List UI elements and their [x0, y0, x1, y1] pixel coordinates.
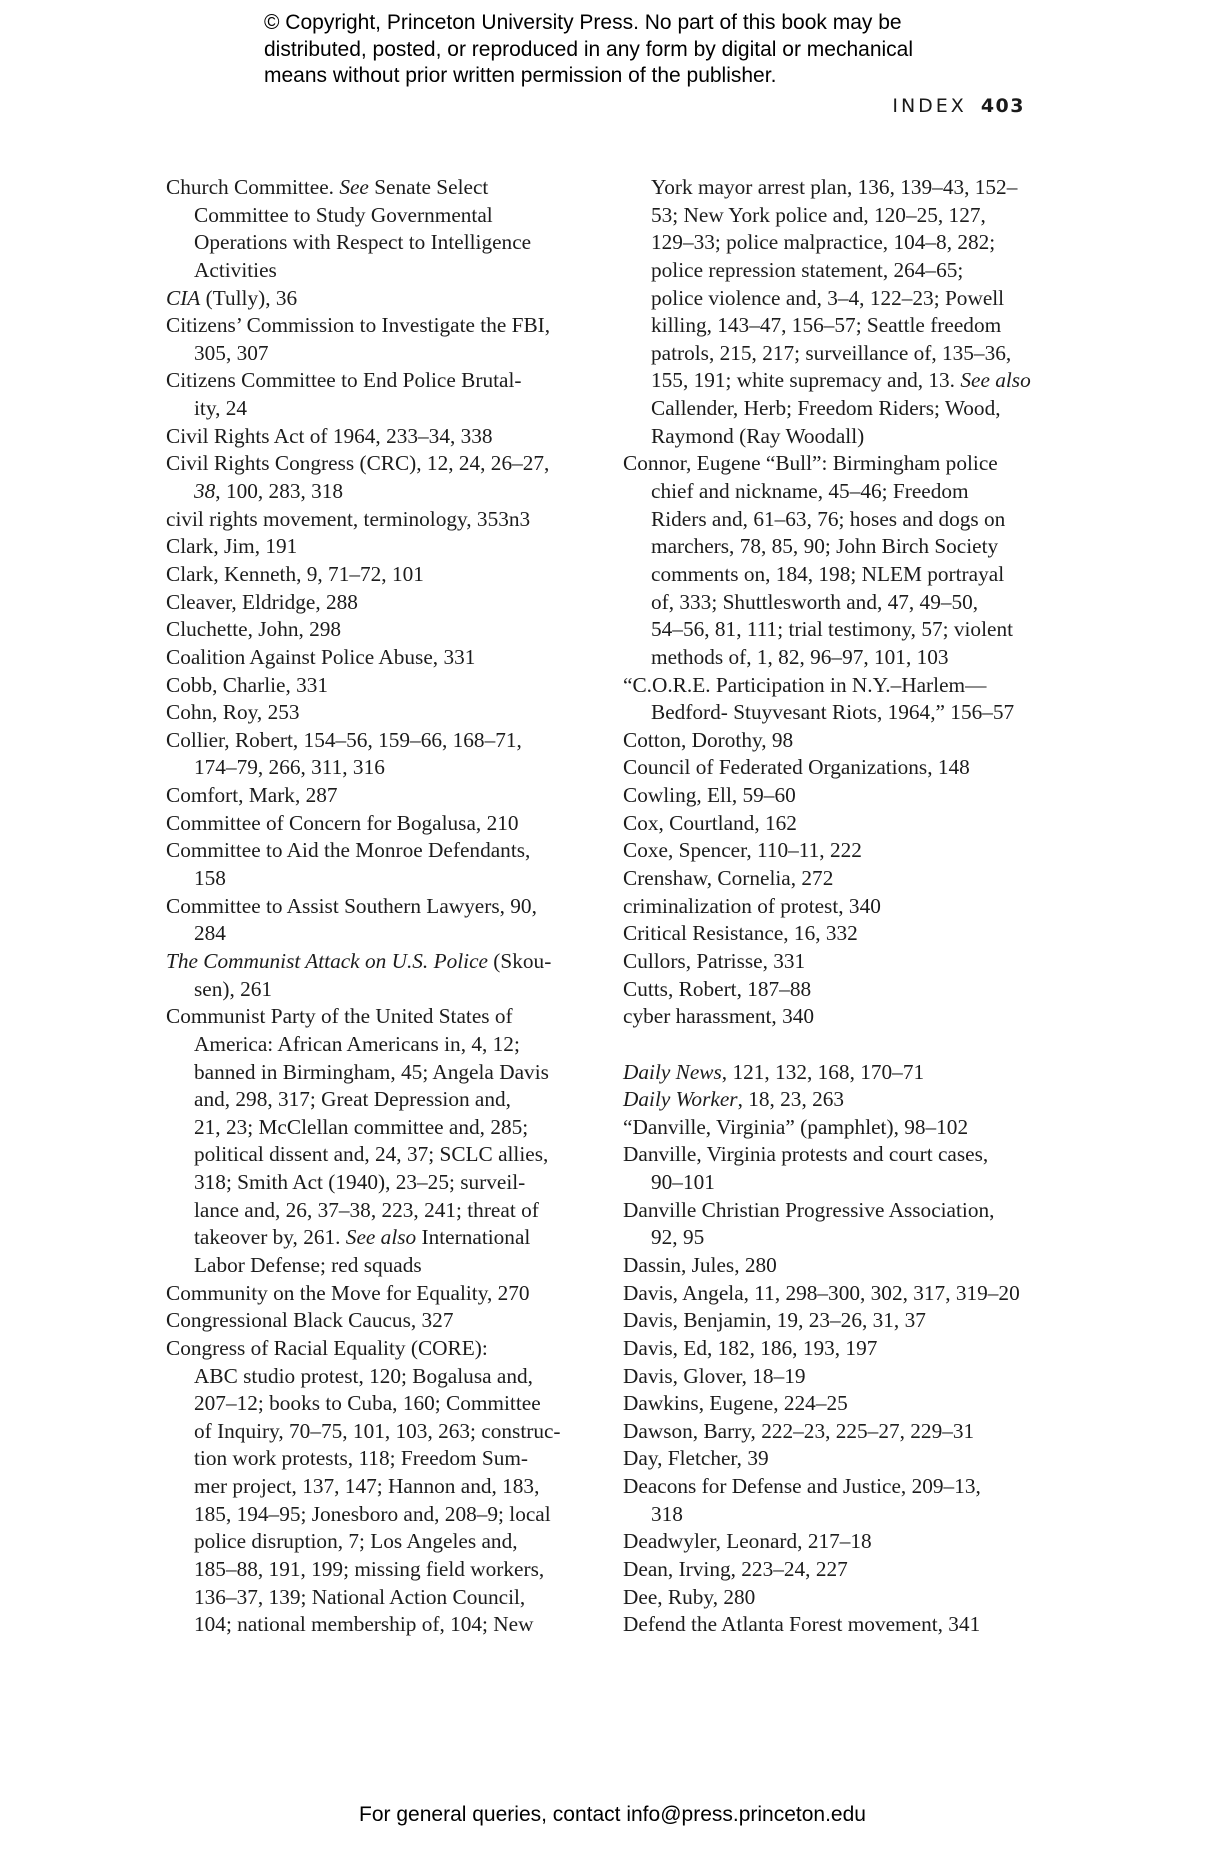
index-line	[166, 865, 586, 893]
index-text: patrols, 215, 217; surveillance of, 135–36,	[651, 340, 1012, 365]
index-text: Activities	[194, 257, 277, 282]
index-line	[166, 1197, 586, 1225]
index-line	[166, 1418, 586, 1446]
index-line	[166, 1611, 586, 1639]
index-line	[166, 1501, 586, 1529]
index-line	[623, 976, 1053, 1004]
index-column-left	[166, 174, 586, 1639]
index-text: Davis, Glover, 18–19	[623, 1363, 806, 1388]
index-line	[623, 1390, 1053, 1418]
index-line	[623, 174, 1053, 202]
index-text: Citizens Committee to End Police Brutal-	[166, 368, 522, 393]
index-text: banned in Birmingham, 45; Angela Davis	[194, 1059, 549, 1084]
index-line	[166, 423, 586, 451]
index-text: Civil Rights Congress (CRC), 12, 24, 26–27,	[166, 451, 550, 476]
index-line	[623, 450, 1053, 478]
index-italic-text: Daily News	[623, 1059, 722, 1084]
index-text: , 121, 132, 168, 170–71	[721, 1059, 925, 1084]
index-text: marchers, 78, 85, 90; John Birch Society	[651, 534, 999, 559]
index-line	[623, 202, 1053, 230]
index-line	[166, 1086, 586, 1114]
index-text: 53; New York police and, 120–25, 127,	[651, 202, 986, 227]
index-line	[623, 589, 1053, 617]
footer-contact: For general queries, contact info@press.princeton.edu	[359, 1803, 866, 1826]
index-line	[623, 257, 1053, 285]
index-text: Clark, Kenneth, 9, 71–72, 101	[166, 561, 424, 586]
index-line	[623, 948, 1053, 976]
index-italic-text: See also	[345, 1225, 417, 1250]
index-italic-text: CIA	[166, 285, 201, 310]
index-text: 129–33; police malpractice, 104–8, 282;	[651, 230, 996, 255]
index-line	[166, 754, 586, 782]
index-line	[166, 285, 586, 313]
index-line	[623, 727, 1053, 755]
index-spacer	[623, 1031, 1053, 1059]
index-line	[623, 1584, 1053, 1612]
index-text: 207–12; books to Cuba, 160; Committee	[194, 1391, 541, 1416]
index-line	[623, 1473, 1053, 1501]
index-text: Senate Select	[368, 175, 489, 199]
index-text: 21, 23; McClellan committee and, 285;	[194, 1114, 529, 1139]
index-line	[623, 672, 1053, 700]
index-text: Cutts, Robert, 187–88	[623, 976, 812, 1001]
index-text: “C.O.R.E. Participation in N.Y.–Harlem—	[623, 672, 987, 697]
index-line	[623, 1224, 1053, 1252]
index-text: Labor Defense; red squads	[194, 1252, 422, 1277]
index-text: Dawkins, Eugene, 224–25	[623, 1391, 848, 1416]
index-line	[623, 1528, 1053, 1556]
index-text: Cobb, Charlie, 331	[166, 672, 329, 697]
index-italic-text: Daily Worker	[623, 1087, 738, 1112]
index-text: of Inquiry, 70–75, 101, 103, 263; construc-	[194, 1418, 561, 1443]
index-line	[623, 395, 1053, 423]
index-text: cyber harassment, 340	[623, 1004, 815, 1029]
index-line	[166, 561, 586, 589]
index-line	[166, 810, 586, 838]
index-text: criminalization of protest, 340	[623, 893, 881, 918]
index-text: police disruption, 7; Los Angeles and,	[194, 1529, 518, 1554]
index-line	[166, 450, 586, 478]
index-text: 136–37, 139; National Action Council,	[194, 1584, 526, 1609]
index-text: Cox, Courtland, 162	[623, 810, 797, 835]
index-text: Communist Party of the United States of	[166, 1004, 513, 1029]
index-text: , 18, 23, 263	[737, 1087, 845, 1112]
index-line	[166, 1307, 586, 1335]
index-text: Riders and, 61–63, 76; hoses and dogs on	[651, 506, 1006, 531]
index-line	[166, 1114, 586, 1142]
index-line	[623, 1418, 1053, 1446]
index-line	[166, 340, 586, 368]
index-line	[166, 976, 586, 1004]
index-line	[623, 506, 1053, 534]
index-text: Committee to Study Governmental	[194, 202, 493, 227]
index-line	[166, 948, 586, 976]
index-line	[166, 229, 586, 257]
index-text: 104; national membership of, 104; New	[194, 1612, 534, 1637]
index-line	[623, 1611, 1053, 1639]
index-line	[166, 1528, 586, 1556]
index-line	[166, 727, 586, 755]
index-text: tion work protests, 118; Freedom Sum-	[194, 1446, 529, 1471]
index-line	[166, 1141, 586, 1169]
index-italic-text: The Communist Attack on U.S. Police	[166, 948, 488, 973]
index-text: lance and, 26, 37–38, 223, 241; threat of	[194, 1197, 539, 1222]
index-line	[166, 174, 586, 202]
index-line	[166, 1445, 586, 1473]
copyright-notice	[264, 10, 1024, 90]
index-line	[166, 589, 586, 617]
index-text: police repression statement, 264–65;	[651, 257, 964, 282]
copyright-line: © Copyright, Princeton University Press. No part of this book may be	[264, 11, 902, 34]
index-text: of, 333; Shuttlesworth and, 47, 49–50,	[651, 589, 979, 614]
index-text: 284	[194, 921, 226, 946]
index-line	[623, 837, 1053, 865]
index-line	[166, 1059, 586, 1087]
index-line	[166, 1390, 586, 1418]
index-text: Bedford- Stuyvesant Riots, 1964,” 156–57	[651, 700, 1015, 725]
index-text: chief and nickname, 45–46; Freedom	[651, 479, 969, 504]
index-text: Comfort, Mark, 287	[166, 783, 338, 808]
index-text: 305, 307	[194, 340, 269, 365]
index-line	[166, 1584, 586, 1612]
index-text: Collier, Robert, 154–56, 159–66, 168–71,	[166, 727, 522, 752]
index-column-right	[623, 174, 1053, 1639]
index-text: political dissent and, 24, 37; SCLC allies,	[194, 1142, 549, 1167]
index-line	[623, 699, 1053, 727]
index-line	[623, 285, 1053, 313]
index-line	[166, 644, 586, 672]
index-line	[166, 367, 586, 395]
index-line	[623, 1003, 1053, 1031]
index-text: Defend the Atlanta Forest movement, 341	[623, 1612, 981, 1637]
index-line	[623, 1169, 1053, 1197]
index-line	[623, 893, 1053, 921]
index-text: and, 298, 317; Great Depression and,	[194, 1087, 512, 1112]
index-text: methods of, 1, 82, 96–97, 101, 103	[651, 644, 949, 669]
index-text: Dee, Ruby, 280	[623, 1584, 756, 1609]
index-text: 174–79, 266, 311, 316	[194, 755, 385, 780]
index-text: Dassin, Jules, 280	[623, 1252, 777, 1277]
index-line	[166, 1556, 586, 1584]
index-line	[623, 1445, 1053, 1473]
index-line	[623, 616, 1053, 644]
copyright-line: distributed, posted, or reproduced in any form by digital or mechanical	[264, 37, 914, 61]
index-text: 318; Smith Act (1940), 23–25; surveil-	[194, 1170, 526, 1195]
index-line	[623, 423, 1053, 451]
index-text: Congress of Racial Equality (CORE):	[166, 1335, 488, 1360]
index-line	[623, 1363, 1053, 1391]
index-line	[166, 533, 586, 561]
index-text: Community on the Move for Equality, 270	[166, 1280, 530, 1305]
index-text: Cluchette, John, 298	[166, 617, 342, 642]
index-line	[166, 1252, 586, 1280]
index-text: takeover by, 261.	[194, 1225, 346, 1250]
index-text: “Danville, Virginia” (pamphlet), 98–102	[623, 1114, 969, 1139]
copyright-line: means without prior written permission of the publisher.	[264, 64, 777, 87]
index-line	[166, 699, 586, 727]
index-text: York mayor arrest plan, 136, 139–43, 152–	[651, 175, 1018, 199]
index-text: 155, 191; white supremacy and, 13.	[651, 368, 961, 393]
index-line	[166, 1169, 586, 1197]
index-text: Dean, Irving, 223–24, 227	[623, 1557, 848, 1582]
index-text: Church Committee.	[166, 175, 340, 199]
index-text: 92, 95	[651, 1225, 705, 1250]
index-italic-text: 38	[194, 479, 216, 504]
index-line	[623, 229, 1053, 257]
index-text: Cullors, Patrisse, 331	[623, 948, 806, 973]
index-line	[166, 312, 586, 340]
index-text: (Tully), 36	[200, 285, 298, 310]
index-text: Operations with Respect to Intelligence	[194, 230, 532, 255]
index-line	[166, 672, 586, 700]
page-number: 403	[980, 95, 1025, 117]
index-line	[623, 478, 1053, 506]
index-text: mer project, 137, 147; Hannon and, 183,	[194, 1474, 540, 1499]
index-text: Crenshaw, Cornelia, 272	[623, 866, 834, 891]
index-line	[623, 920, 1053, 948]
index-line	[623, 865, 1053, 893]
index-line	[623, 810, 1053, 838]
index-text: Citizens’ Commission to Investigate the FBI,	[166, 313, 551, 338]
index-text: 318	[651, 1501, 683, 1526]
index-line	[166, 1363, 586, 1391]
index-text: police violence and, 3–4, 122–23; Powell	[651, 285, 1005, 310]
index-line	[623, 1501, 1053, 1529]
index-text: Council of Federated Organizations, 148	[623, 755, 970, 780]
index-text: Connor, Eugene “Bull”: Birmingham police	[623, 451, 998, 476]
index-line	[166, 1224, 586, 1252]
index-text: Civil Rights Act of 1964, 233–34, 338	[166, 423, 493, 448]
index-line	[166, 893, 586, 921]
index-line	[623, 367, 1053, 395]
index-line	[166, 920, 586, 948]
index-line	[166, 1280, 586, 1308]
index-line	[166, 506, 586, 534]
index-line	[623, 312, 1053, 340]
index-line	[623, 1059, 1053, 1087]
index-text: Cohn, Roy, 253	[166, 700, 300, 725]
index-line	[623, 644, 1053, 672]
index-line	[623, 754, 1053, 782]
index-line	[623, 1252, 1053, 1280]
index-text: 185–88, 191, 199; missing field workers,	[194, 1557, 545, 1582]
index-text: Day, Fletcher, 39	[623, 1446, 769, 1471]
index-text: 90–101	[651, 1170, 715, 1195]
index-line	[623, 561, 1053, 589]
index-line	[166, 478, 586, 506]
index-text: comments on, 184, 198; NLEM portrayal	[651, 561, 1005, 586]
index-text: Clark, Jim, 191	[166, 534, 298, 559]
index-line	[623, 1141, 1053, 1169]
index-text: Deacons for Defense and Justice, 209–13,	[623, 1474, 981, 1499]
index-line	[166, 1473, 586, 1501]
index-line	[166, 782, 586, 810]
index-line	[623, 782, 1053, 810]
index-text: Dawson, Barry, 222–23, 225–27, 229–31	[623, 1418, 975, 1443]
index-line	[623, 340, 1053, 368]
index-text: Coalition Against Police Abuse, 331	[166, 644, 476, 669]
index-line	[623, 1086, 1053, 1114]
index-text: 158	[194, 866, 226, 891]
index-text: 185, 194–95; Jonesboro and, 208–9; local	[194, 1501, 551, 1526]
index-text: International	[416, 1225, 531, 1250]
index-line	[623, 1280, 1053, 1308]
index-text: Davis, Angela, 11, 298–300, 302, 317, 319–20	[623, 1280, 1020, 1305]
index-line	[166, 395, 586, 423]
index-text: Callender, Herb; Freedom Riders; Wood,	[651, 396, 1001, 421]
index-text: sen), 261	[194, 976, 273, 1001]
index-text: Davis, Benjamin, 19, 23–26, 31, 37	[623, 1308, 926, 1333]
index-text: Congressional Black Caucus, 327	[166, 1308, 454, 1333]
index-text: 54–56, 81, 111; trial testimony, 57; violent	[651, 617, 1014, 642]
index-text: Davis, Ed, 182, 186, 193, 197	[623, 1335, 878, 1360]
section-title: INDEX	[892, 95, 967, 117]
index-text: Cowling, Ell, 59–60	[623, 783, 796, 808]
index-text: Cotton, Dorothy, 98	[623, 727, 794, 752]
index-text: Danville Christian Progressive Association,	[623, 1197, 995, 1222]
index-text: Raymond (Ray Woodall)	[651, 423, 865, 448]
index-italic-text: See	[339, 175, 369, 199]
index-text: Committee of Concern for Bogalusa, 210	[166, 810, 519, 835]
index-line	[166, 257, 586, 285]
index-text: Coxe, Spencer, 110–11, 222	[623, 838, 862, 863]
running-head	[892, 95, 1025, 117]
index-text: killing, 143–47, 156–57; Seattle freedom	[651, 313, 1002, 338]
index-text: Critical Resistance, 16, 332	[623, 921, 858, 946]
index-text: ity, 24	[194, 396, 248, 421]
index-text: Deadwyler, Leonard, 217–18	[623, 1529, 872, 1554]
index-line	[623, 1197, 1053, 1225]
index-line	[623, 1307, 1053, 1335]
index-text: Danville, Virginia protests and court cases,	[623, 1142, 989, 1167]
index-italic-text: See also	[960, 368, 1031, 393]
index-line	[166, 1003, 586, 1031]
index-line	[623, 1335, 1053, 1363]
index-line	[166, 837, 586, 865]
index-line	[166, 616, 586, 644]
index-line	[166, 1335, 586, 1363]
index-text: ABC studio protest, 120; Bogalusa and,	[194, 1363, 533, 1388]
index-text: (Skou-	[487, 948, 552, 973]
index-line	[623, 1114, 1053, 1142]
index-text: , 100, 283, 318	[215, 479, 344, 504]
index-text: America: African Americans in, 4, 12;	[194, 1031, 520, 1056]
index-text: Committee to Assist Southern Lawyers, 90,	[166, 893, 537, 918]
index-line	[166, 202, 586, 230]
index-text: Cleaver, Eldridge, 288	[166, 589, 358, 614]
index-line	[623, 533, 1053, 561]
index-line	[166, 1031, 586, 1059]
index-line	[623, 1556, 1053, 1584]
index-text: civil rights movement, terminology, 353n3	[166, 506, 531, 531]
index-text: Committee to Aid the Monroe Defendants,	[166, 838, 531, 863]
